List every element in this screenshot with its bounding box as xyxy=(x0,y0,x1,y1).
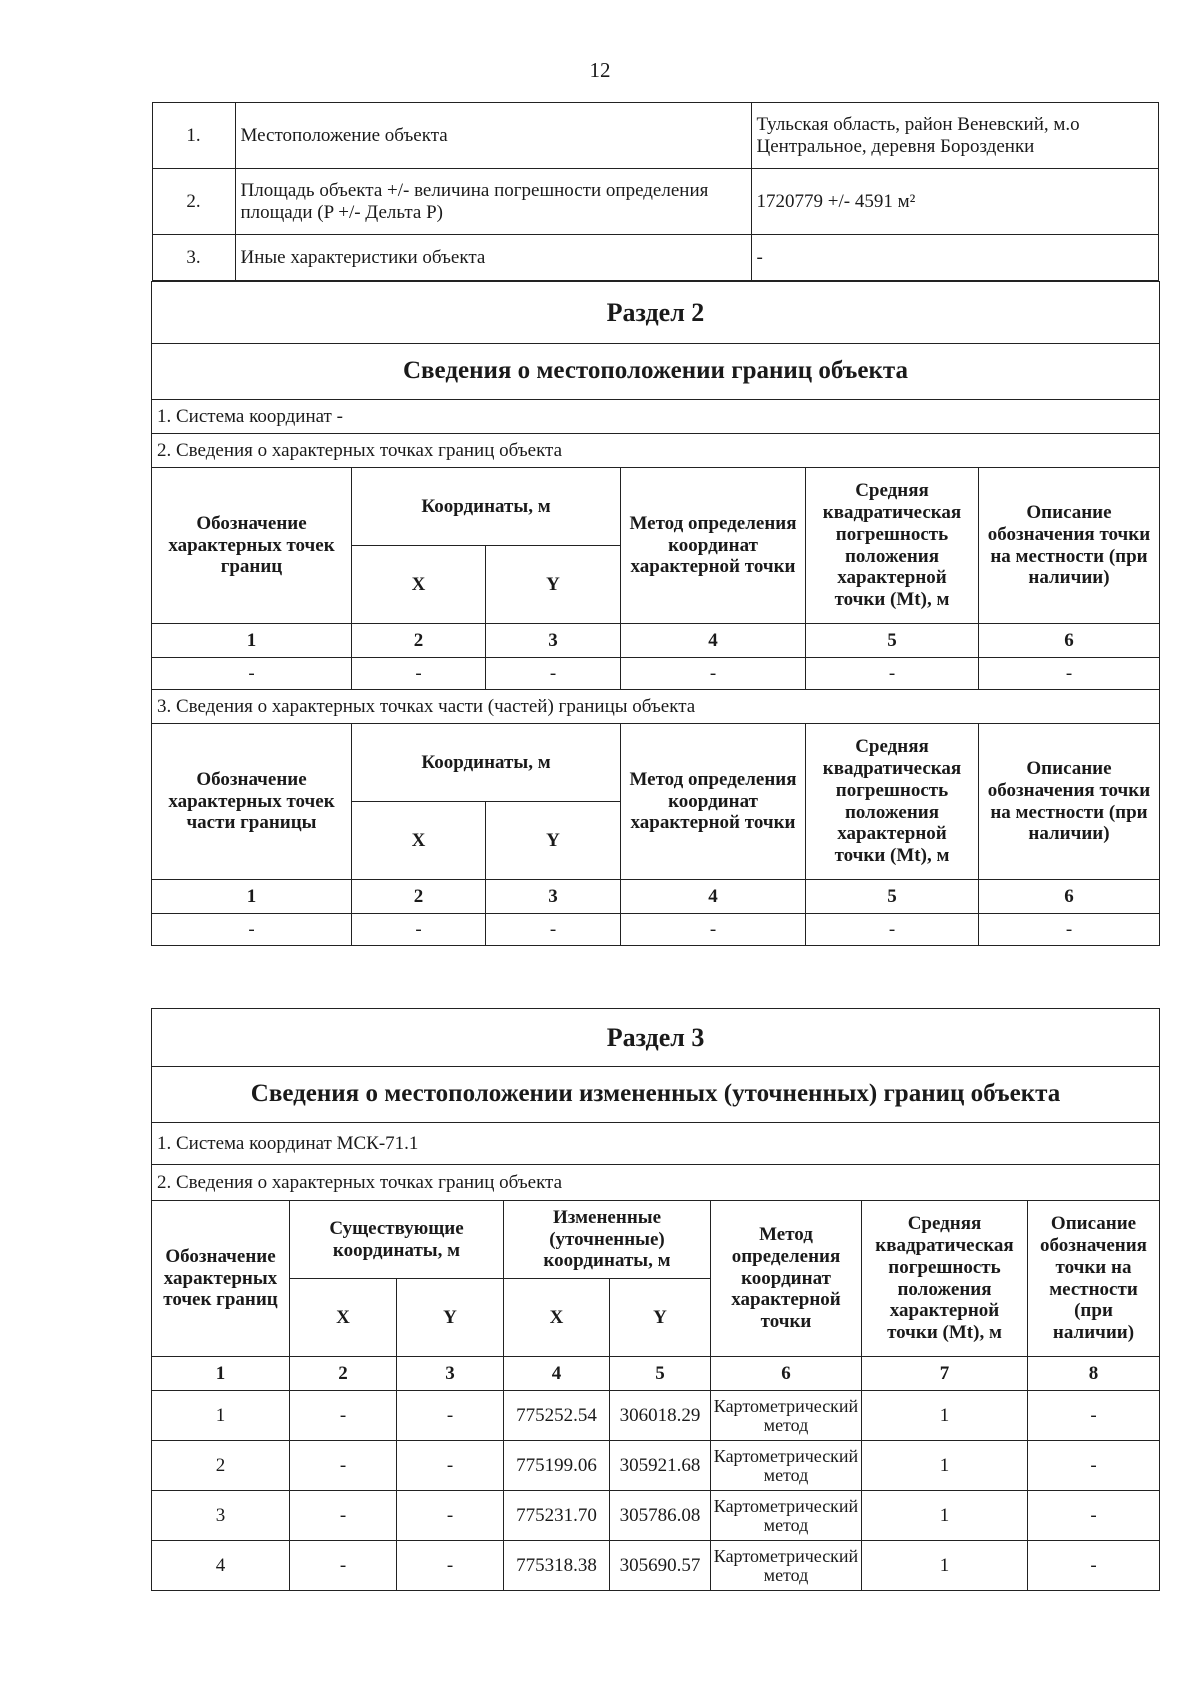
header-designation: Обозначение характерных точек границ xyxy=(152,468,352,624)
table-cell: 775252.54 xyxy=(504,1391,610,1441)
header-x: X xyxy=(352,546,486,624)
table-cell: 3 xyxy=(152,1491,290,1541)
info-value: 1720779 +/- 4591 м² xyxy=(751,169,1159,235)
parts-header-coords: Координаты, м xyxy=(352,724,621,802)
info-row xyxy=(152,102,1160,282)
table-cell: 775231.70 xyxy=(504,1491,610,1541)
col-number: 2 xyxy=(352,624,486,658)
header-y: Y xyxy=(610,1279,711,1357)
col-number: 5 xyxy=(806,624,979,658)
parts-header-y: Y xyxy=(486,802,621,880)
header-existing-coords: Существующие координаты, м xyxy=(290,1201,504,1279)
info-value: - xyxy=(751,235,1159,281)
table-cell: 1 xyxy=(152,1391,290,1441)
col-number: 7 xyxy=(862,1357,1028,1391)
table-row xyxy=(152,914,1160,946)
col-number: 1 xyxy=(152,624,352,658)
info-label: Местоположение объекта xyxy=(235,103,751,169)
parts-header-error: Средняя квадратическая погрешность положения характерной точки (Mt), м xyxy=(806,724,979,880)
table-cell: - xyxy=(486,658,621,690)
section-3-table xyxy=(151,1008,1160,1591)
coord-system: 1. Система координат - xyxy=(152,400,1160,434)
table-row xyxy=(152,1391,1160,1441)
table-cell: - xyxy=(806,914,979,946)
section-3-subtitle: Сведения о местоположении измененных (уточненных) границ объекта xyxy=(152,1067,1160,1123)
table-cell: - xyxy=(352,914,486,946)
header-error: Средняя квадратическая погрешность положения характерной точки (Mt), м xyxy=(806,468,979,624)
header-description: Описание обозначения точки на местности (при наличии) xyxy=(979,468,1160,624)
table-cell: 1 xyxy=(862,1541,1028,1591)
table-cell: - xyxy=(806,658,979,690)
header-designation: Обозначение характерных точек границ xyxy=(152,1201,290,1357)
table-cell: Картометрический метод xyxy=(711,1441,862,1491)
column-numbers-row xyxy=(152,1357,1160,1391)
table-cell: - xyxy=(352,658,486,690)
table-cell: - xyxy=(397,1391,504,1441)
col-number: 1 xyxy=(152,880,352,914)
col-number: 3 xyxy=(486,624,621,658)
col-number: 3 xyxy=(486,880,621,914)
parts-header-x: X xyxy=(352,802,486,880)
section-2-table xyxy=(151,102,1160,946)
table-cell: - xyxy=(979,658,1160,690)
page-number: 12 xyxy=(589,58,611,82)
parts-header-description: Описание обозначения точки на местности (при наличии) xyxy=(979,724,1160,880)
table-cell: Картометрический метод xyxy=(711,1491,862,1541)
table-row xyxy=(152,1491,1160,1541)
table-cell: - xyxy=(290,1391,397,1441)
table-cell: 305786.08 xyxy=(610,1491,711,1541)
info-label: Площадь объекта +/- величина погрешности определения площади (P +/- Дельта P) xyxy=(235,169,751,235)
table-cell: - xyxy=(397,1541,504,1591)
info-label: Иные характеристики объекта xyxy=(235,235,751,281)
table-cell: - xyxy=(290,1491,397,1541)
table-cell: - xyxy=(1028,1541,1160,1591)
table-cell: 775318.38 xyxy=(504,1541,610,1591)
table-cell: - xyxy=(486,914,621,946)
col-number: 6 xyxy=(979,880,1160,914)
info-num: 3. xyxy=(152,235,235,281)
table-row xyxy=(152,1441,1160,1491)
header-description: Описание обозначения точки на местности (при наличии) xyxy=(1028,1201,1160,1357)
column-numbers-row xyxy=(152,624,1160,658)
header-method: Метод определения координат характерной точки xyxy=(621,468,806,624)
table-cell: - xyxy=(979,914,1160,946)
table-cell: 305921.68 xyxy=(610,1441,711,1491)
table-cell: - xyxy=(1028,1491,1160,1541)
col-number: 2 xyxy=(290,1357,397,1391)
table-cell: - xyxy=(397,1491,504,1541)
table-cell: - xyxy=(621,658,806,690)
parts-header-method: Метод определения координат характерной точки xyxy=(621,724,806,880)
table-cell: - xyxy=(1028,1441,1160,1491)
header-method: Метод определения координат характерной точки xyxy=(711,1201,862,1357)
table-cell: 1 xyxy=(862,1391,1028,1441)
section-2-subtitle: Сведения о местоположении границ объекта xyxy=(152,344,1160,400)
info-value: Тульская область, район Веневский, м.о Центральное, деревня Борозденки xyxy=(751,103,1159,169)
col-number: 8 xyxy=(1028,1357,1160,1391)
header-error: Средняя квадратическая погрешность положения характерной точки (Mt), м xyxy=(862,1201,1028,1357)
table-cell: 4 xyxy=(152,1541,290,1591)
section-3-title: Раздел 3 xyxy=(152,1009,1160,1067)
column-numbers-row xyxy=(152,880,1160,914)
header-y: Y xyxy=(397,1279,504,1357)
col-number: 2 xyxy=(352,880,486,914)
info-num: 1. xyxy=(152,103,235,169)
table-cell: - xyxy=(152,658,352,690)
table-cell: - xyxy=(621,914,806,946)
table-cell: - xyxy=(290,1441,397,1491)
col-number: 1 xyxy=(152,1357,290,1391)
header-y: Y xyxy=(486,546,621,624)
section-2-title: Раздел 2 xyxy=(152,282,1160,344)
parts-heading: 3. Сведения о характерных точках части (частей) границы объекта xyxy=(152,690,1160,724)
table-cell: 1 xyxy=(862,1441,1028,1491)
col-number: 5 xyxy=(806,880,979,914)
table-cell: 775199.06 xyxy=(504,1441,610,1491)
header-changed-coords: Измененные (уточненные) координаты, м xyxy=(504,1201,711,1279)
col-number: 3 xyxy=(397,1357,504,1391)
col-number: 4 xyxy=(621,624,806,658)
parts-header-designation: Обозначение характерных точек части границы xyxy=(152,724,352,880)
col-number: 5 xyxy=(610,1357,711,1391)
header-x: X xyxy=(504,1279,610,1357)
table-cell: - xyxy=(152,914,352,946)
col-number: 6 xyxy=(711,1357,862,1391)
header-coords: Координаты, м xyxy=(352,468,621,546)
table-cell: Картометрический метод xyxy=(711,1541,862,1591)
table-cell: - xyxy=(290,1541,397,1591)
coord-system: 1. Система координат МСК-71.1 xyxy=(152,1123,1160,1165)
table-cell: Картометрический метод xyxy=(711,1391,862,1441)
points-heading: 2. Сведения о характерных точках границ объекта xyxy=(152,434,1160,468)
table-cell: - xyxy=(397,1441,504,1491)
table-row xyxy=(152,658,1160,690)
table-cell: - xyxy=(1028,1391,1160,1441)
col-number: 6 xyxy=(979,624,1160,658)
col-number: 4 xyxy=(504,1357,610,1391)
info-num: 2. xyxy=(152,169,235,235)
table-cell: 306018.29 xyxy=(610,1391,711,1441)
table-row xyxy=(152,1541,1160,1591)
points-heading: 2. Сведения о характерных точках границ объекта xyxy=(152,1165,1160,1201)
col-number: 4 xyxy=(621,880,806,914)
table-cell: 1 xyxy=(862,1491,1028,1541)
table-cell: 2 xyxy=(152,1441,290,1491)
header-x: X xyxy=(290,1279,397,1357)
table-cell: 305690.57 xyxy=(610,1541,711,1591)
